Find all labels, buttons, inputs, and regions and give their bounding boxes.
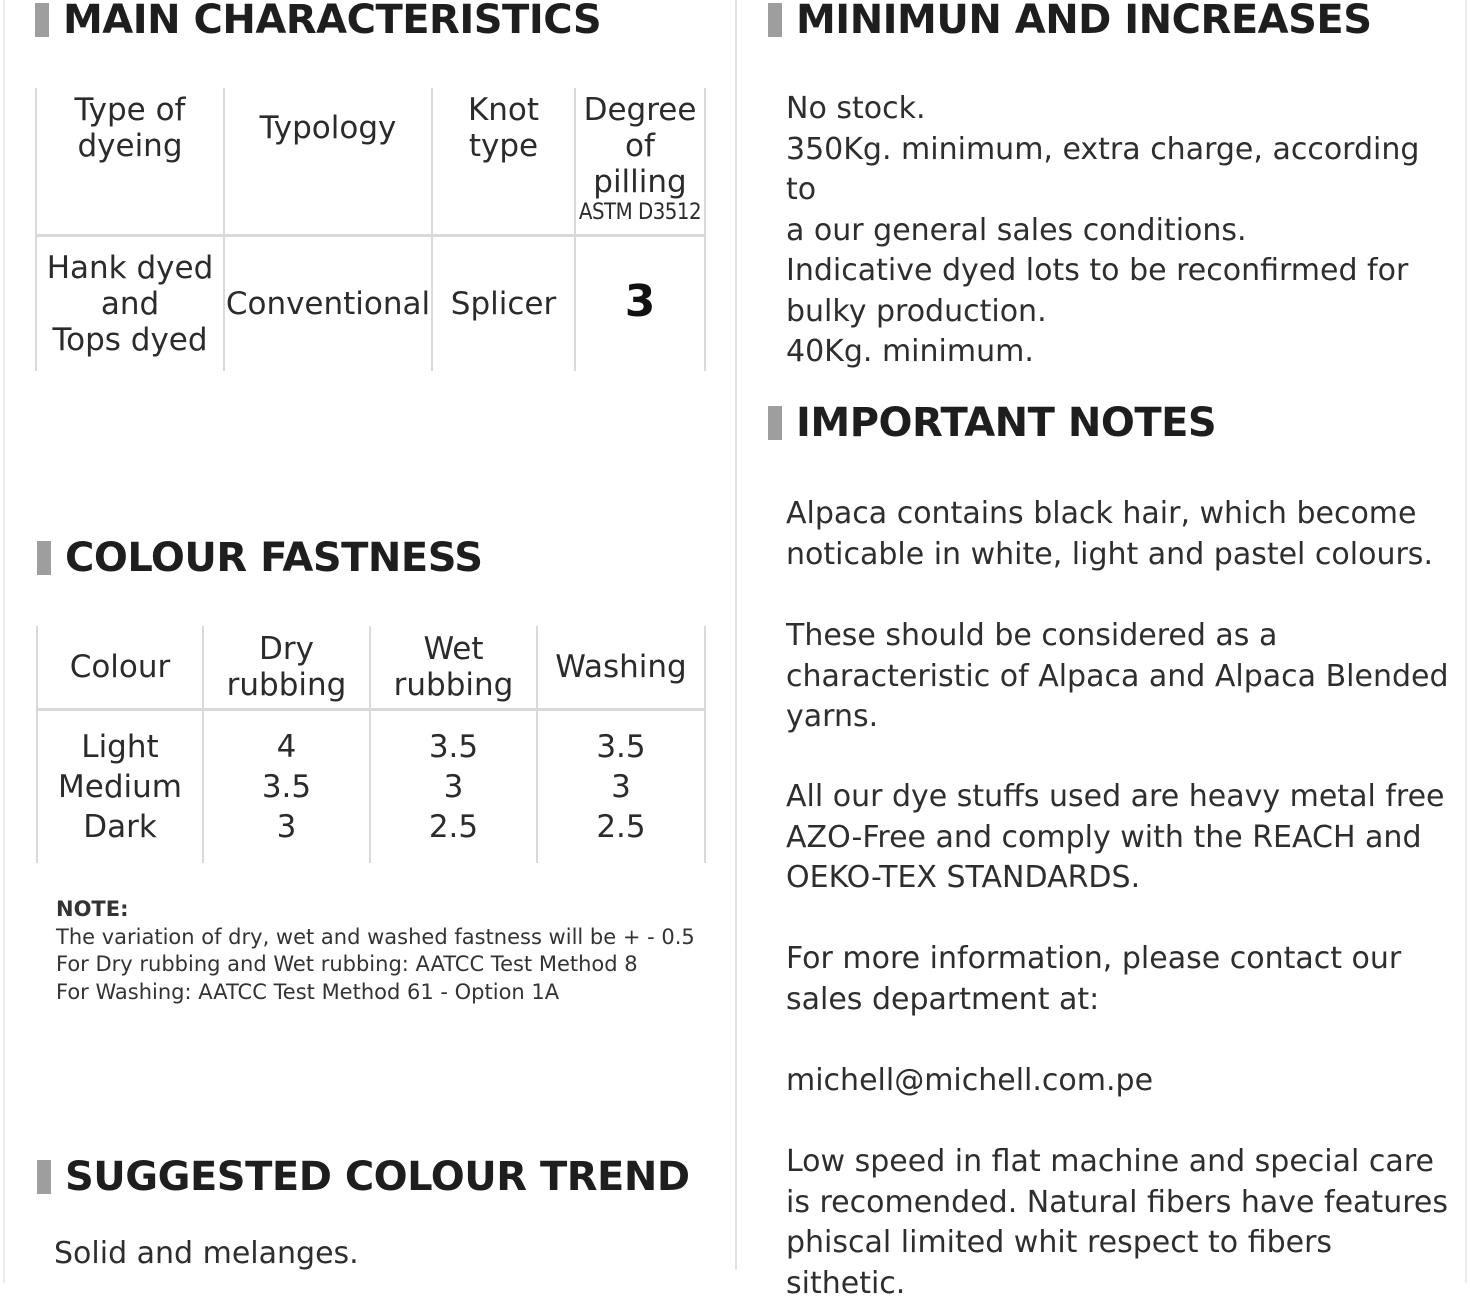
minimum-line: 40Kg. minimum. bbox=[786, 334, 1034, 369]
notes-line: characteristic of Alpaca and Alpaca Blended bbox=[786, 658, 1449, 694]
minimum-line: No stock. bbox=[786, 91, 926, 126]
colour-fastness-title: COLOUR FASTNESS bbox=[65, 535, 483, 581]
notes-line: AZO-Free and comply with the REACH and bbox=[786, 819, 1422, 855]
cell-colour bbox=[37, 710, 203, 864]
cell-text: 3.5 bbox=[428, 729, 479, 765]
note-line: For Washing: AATCC Test Method 61 - Option 1A bbox=[56, 979, 560, 1004]
table-row bbox=[37, 710, 705, 864]
notes-line: For more information, please contact our bbox=[786, 941, 1402, 976]
colour-fastness-heading bbox=[37, 534, 483, 582]
cell-type-of-dyeing bbox=[36, 236, 224, 372]
pilling-value: 3 bbox=[624, 276, 656, 327]
cell-degree-of-pilling bbox=[575, 236, 705, 372]
minimum-line: bulky production. bbox=[786, 293, 1047, 329]
cell-dry-rubbing bbox=[203, 710, 370, 864]
colour-trend-title: SUGGESTED COLOUR TREND bbox=[65, 1154, 690, 1200]
contact-email[interactable]: michell@michell.com.pe bbox=[786, 1063, 1154, 1098]
notes-line: OEKO-TEX STANDARDS. bbox=[786, 860, 1141, 895]
cell-knot-type: Splicer bbox=[432, 236, 575, 372]
notes-paragraph-1 bbox=[786, 494, 1456, 575]
column-divider bbox=[735, 0, 737, 1270]
cell-text: Tops dyed bbox=[52, 322, 208, 358]
cell-text: 3.5 bbox=[261, 769, 312, 805]
cell-text: 2.5 bbox=[428, 809, 479, 845]
header-text: rubbing bbox=[393, 667, 514, 703]
header-text: Typology bbox=[259, 110, 397, 146]
table-header-row bbox=[37, 626, 705, 710]
note-line: The variation of dry, wet and washed fastness will be + - 0.5 bbox=[56, 924, 695, 949]
header-astm-code: ASTM D3512 bbox=[578, 200, 702, 225]
notes-paragraph-4 bbox=[786, 939, 1456, 1020]
note-title: NOTE: bbox=[56, 897, 129, 921]
cell-typology: Conventional bbox=[224, 236, 432, 372]
header-wet-rubbing bbox=[370, 626, 537, 710]
notes-line: These should be considered as a bbox=[786, 618, 1278, 653]
cell-wet-rubbing bbox=[370, 710, 537, 864]
header-text: Dry bbox=[259, 631, 314, 667]
cell-text: 3 bbox=[443, 769, 464, 805]
important-notes-heading bbox=[768, 399, 1216, 447]
notes-line: is recomended. Natural fibers have features bbox=[786, 1184, 1448, 1220]
important-notes-title: IMPORTANT NOTES bbox=[796, 400, 1217, 446]
header-text: rubbing bbox=[226, 667, 347, 703]
minimum-text bbox=[786, 89, 1456, 373]
header-text: of pilling bbox=[593, 128, 687, 200]
notes-line: Low speed in flat machine and special care bbox=[786, 1144, 1434, 1179]
cell-text: 4 bbox=[276, 729, 297, 765]
cell-text: 3 bbox=[276, 809, 297, 845]
header-text: type bbox=[468, 128, 539, 164]
cell-text: Medium bbox=[58, 769, 182, 805]
cell-washing bbox=[537, 710, 705, 864]
header-knot-type bbox=[432, 88, 575, 236]
notes-line: Alpaca contains black hair, which become bbox=[786, 496, 1417, 531]
colour-trend-heading bbox=[37, 1153, 690, 1201]
note-line: For Dry rubbing and Wet rubbing: AATCC Test Method 8 bbox=[56, 952, 638, 976]
header-type-of-dyeing bbox=[36, 88, 224, 236]
main-characteristics-heading bbox=[35, 0, 601, 44]
header-text: Degree bbox=[583, 92, 697, 128]
cell-text: and bbox=[100, 286, 160, 322]
notes-line: All our dye stuffs used are heavy metal free bbox=[786, 779, 1445, 814]
header-text: Wet bbox=[423, 631, 484, 667]
cell-text: 3 bbox=[611, 769, 631, 805]
colour-trend-text: Solid and melanges. bbox=[54, 1236, 359, 1271]
notes-paragraph-2 bbox=[786, 616, 1456, 738]
minimum-line: 350Kg. minimum, extra charge, according to bbox=[786, 131, 1420, 207]
header-text: Type of bbox=[74, 92, 186, 128]
notes-line: noticable in white, light and pastel colours. bbox=[786, 536, 1433, 572]
cell-text: 2.5 bbox=[596, 809, 646, 845]
header-text: Knot bbox=[467, 92, 540, 128]
heading-bar-icon bbox=[37, 541, 51, 575]
notes-line: sales department at: bbox=[786, 981, 1100, 1017]
table-row bbox=[36, 236, 705, 372]
main-characteristics-table bbox=[35, 88, 706, 371]
minimum-line: a our general sales conditions. bbox=[786, 212, 1247, 248]
header-typology bbox=[224, 88, 432, 236]
page-border-left bbox=[3, 0, 5, 1283]
table-header-row bbox=[36, 88, 705, 236]
notes-line: phiscal limited whit respect to fibers sithetic. bbox=[786, 1225, 1333, 1301]
header-washing: Washing bbox=[537, 626, 705, 710]
header-colour: Colour bbox=[37, 626, 203, 710]
header-dry-rubbing bbox=[203, 626, 370, 710]
notes-paragraph-3 bbox=[786, 777, 1456, 899]
minimum-line: Indicative dyed lots to be reconfirmed for bbox=[786, 253, 1409, 288]
notes-paragraph-5 bbox=[786, 1142, 1456, 1304]
main-characteristics-title: MAIN CHARACTERISTICS bbox=[63, 0, 602, 43]
notes-line: yarns. bbox=[786, 699, 879, 734]
minimum-title: MINIMUN AND INCREASES bbox=[796, 0, 1372, 43]
minimum-heading bbox=[768, 0, 1372, 44]
cell-text: Hank dyed bbox=[46, 250, 214, 286]
page-border-right bbox=[1465, 0, 1467, 1283]
fastness-note bbox=[56, 896, 726, 1006]
colour-fastness-table bbox=[36, 626, 706, 863]
heading-bar-icon bbox=[768, 3, 782, 37]
heading-bar-icon bbox=[35, 3, 49, 37]
header-degree-of-pilling bbox=[575, 88, 705, 236]
cell-text: 3.5 bbox=[596, 729, 646, 765]
heading-bar-icon bbox=[768, 406, 782, 440]
cell-text: Light bbox=[81, 729, 159, 765]
header-text: dyeing bbox=[77, 128, 183, 164]
heading-bar-icon bbox=[37, 1160, 51, 1194]
cell-text: Dark bbox=[83, 809, 157, 845]
